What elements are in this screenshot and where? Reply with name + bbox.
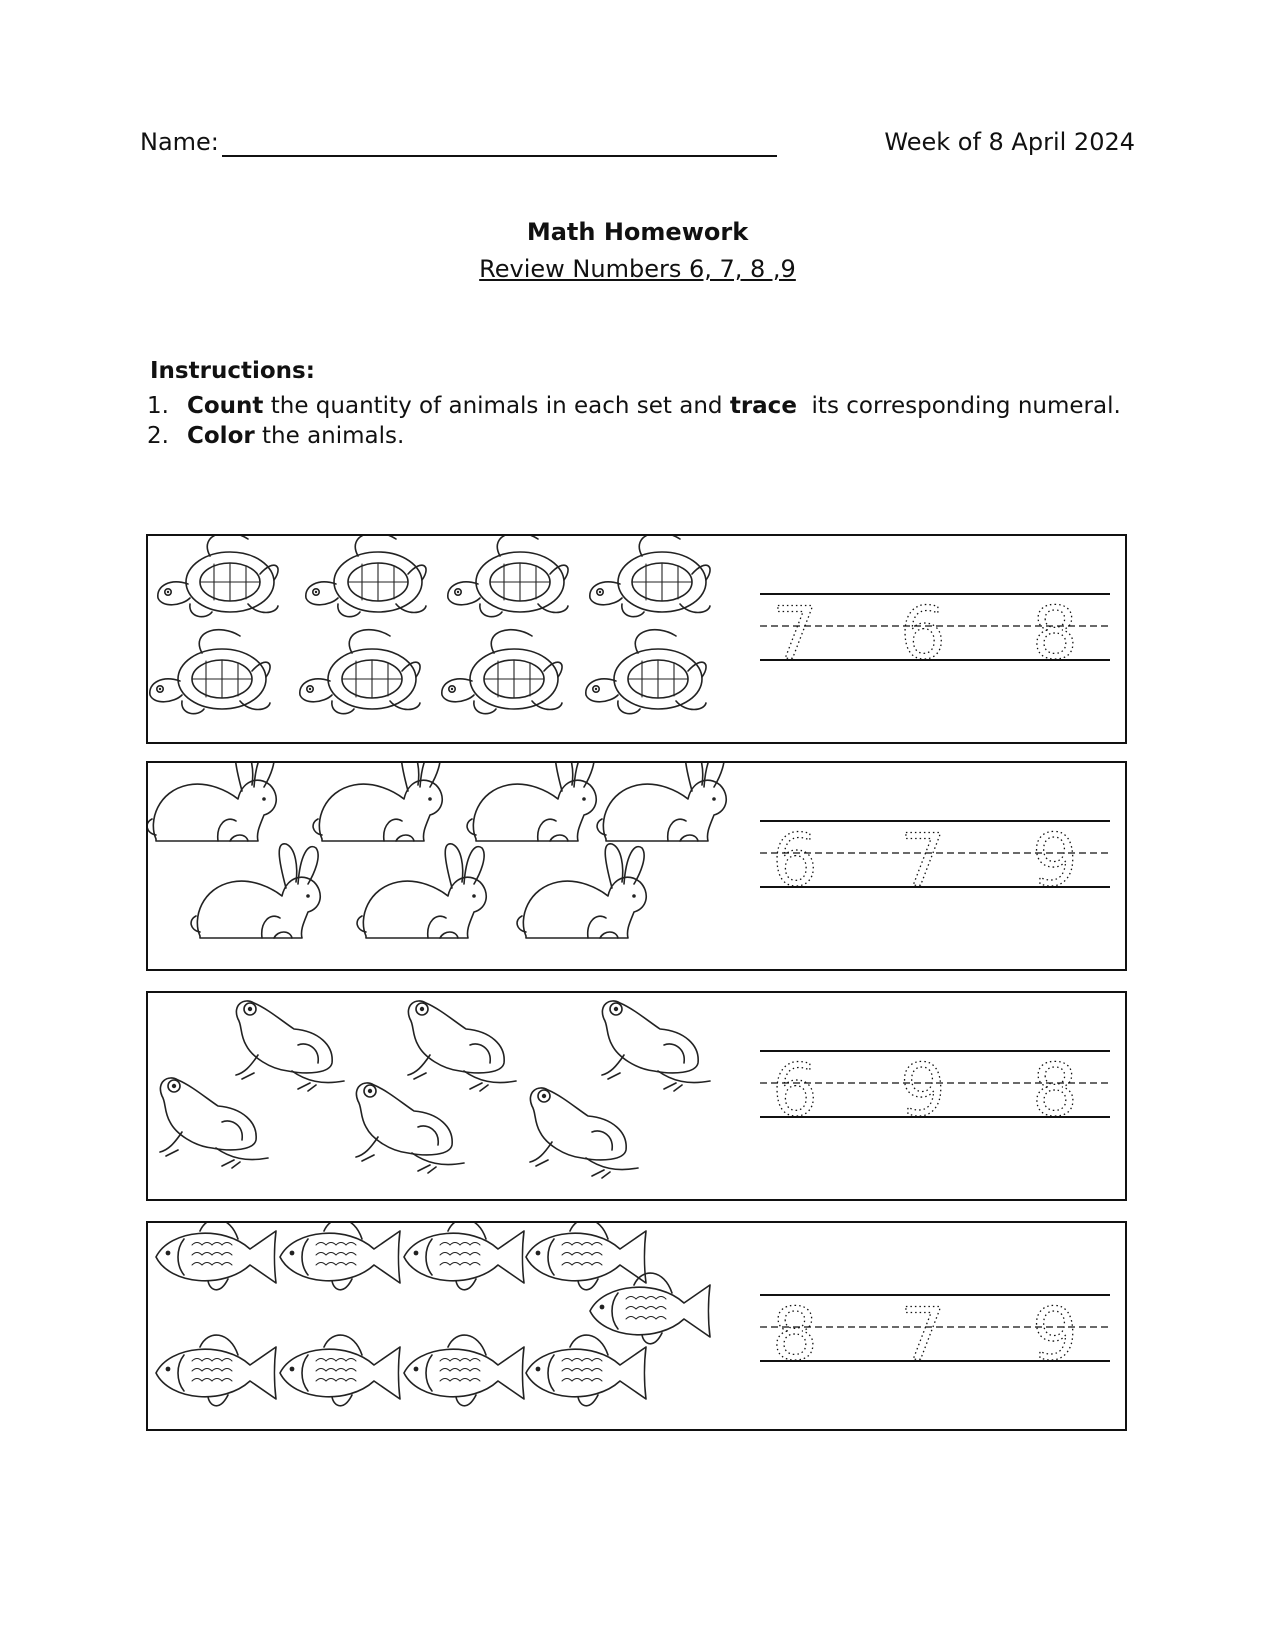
trace-numerals[interactable] [760, 1223, 1120, 1429]
page-subtitle [0, 255, 1275, 283]
frog-icon [356, 1083, 464, 1173]
week-date: Week of 8 April 2024 [884, 128, 1135, 156]
fish-icon [526, 1335, 646, 1406]
trace-numeral[interactable]: 8 [1032, 591, 1078, 675]
frog-icon [602, 1001, 710, 1091]
turtle-icon [586, 630, 706, 714]
instruction-text: the animals. [254, 423, 405, 449]
trace-numeral[interactable]: 7 [900, 1292, 946, 1376]
rabbit-icon [191, 844, 320, 938]
exercise-frogs [146, 991, 1127, 1201]
trace-numeral[interactable]: 9 [1032, 818, 1078, 902]
instruction-text: its corresponding numeral. [796, 393, 1121, 419]
instruction-1 [147, 393, 1121, 419]
rabbit-icon [517, 844, 646, 938]
page-title: Math Homework [526, 218, 749, 246]
trace-numerals[interactable] [760, 993, 1120, 1199]
trace-numeral[interactable]: 8 [1032, 1048, 1078, 1132]
turtle-icon [158, 536, 278, 617]
fish-icon [590, 1273, 710, 1344]
trace-numeral[interactable]: 6 [772, 1048, 818, 1132]
turtle-icon [150, 630, 270, 714]
instruction-2 [147, 423, 404, 449]
fish-icon [156, 1223, 276, 1290]
trace-numerals[interactable] [760, 536, 1120, 742]
rabbit-icon [597, 763, 726, 841]
instructions-heading: Instructions: [150, 358, 315, 384]
instruction-number: 1. [147, 393, 169, 419]
frog-icon [408, 1001, 516, 1091]
frog-icon [236, 1001, 344, 1091]
fish-icon [280, 1335, 400, 1406]
fish-icon [526, 1223, 646, 1290]
name-field[interactable] [222, 155, 777, 157]
instruction-keyword: Count [187, 393, 264, 419]
trace-numerals[interactable] [760, 763, 1120, 969]
name-label: Name: [140, 128, 219, 156]
trace-numeral[interactable]: 8 [772, 1292, 818, 1376]
turtle-icon [448, 536, 568, 617]
instruction-number: 2. [147, 423, 169, 449]
fish-icon [280, 1223, 400, 1290]
rabbit-icon [148, 763, 276, 841]
instruction-keyword: trace [729, 393, 797, 419]
fish-icon [156, 1335, 276, 1406]
turtle-icon [442, 630, 562, 714]
trace-numeral[interactable]: 6 [900, 591, 946, 675]
exercise-turtles [146, 534, 1127, 744]
trace-numeral[interactable]: 9 [1032, 1292, 1078, 1376]
frog-icon [160, 1078, 268, 1168]
rabbit-icon [467, 763, 596, 841]
frog-icon [530, 1088, 638, 1178]
instruction-text: the quantity of animals in each set and [263, 393, 730, 419]
rabbit-icon [313, 763, 442, 841]
exercise-fish [146, 1221, 1127, 1431]
fish-icon [404, 1335, 524, 1406]
turtle-icon [300, 630, 420, 714]
rabbit-icon [357, 844, 486, 938]
trace-numeral[interactable]: 6 [772, 818, 818, 902]
trace-numeral[interactable]: 7 [900, 818, 946, 902]
trace-numeral[interactable]: 7 [772, 591, 818, 675]
exercise-rabbits [146, 761, 1127, 971]
subtitle-text: Review Numbers 6, 7, 8 ,9 [479, 255, 796, 283]
trace-numeral[interactable]: 9 [900, 1048, 946, 1132]
turtle-icon [306, 536, 426, 617]
instruction-keyword: Color [187, 423, 255, 449]
turtle-icon [590, 536, 710, 617]
fish-icon [404, 1223, 524, 1290]
